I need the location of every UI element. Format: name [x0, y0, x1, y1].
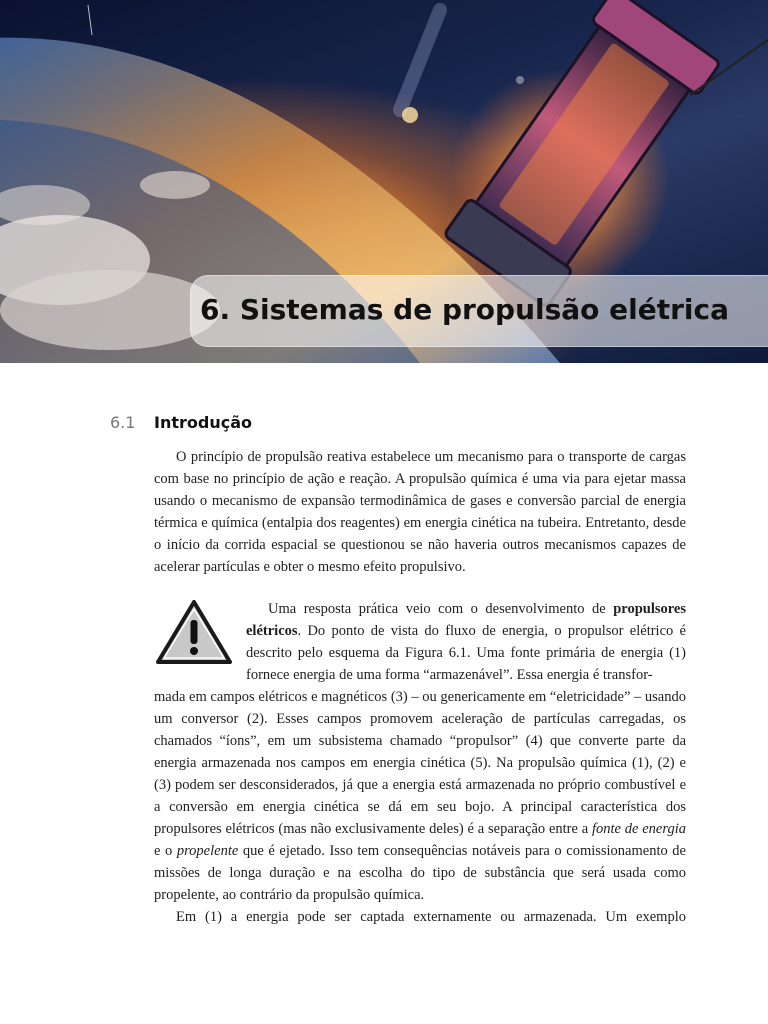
paragraph-electric-propulsion-continued	[154, 686, 686, 906]
section-number: 6.1	[110, 413, 136, 432]
p2-after-bold-text: . Do ponto de vista do fluxo de energia, o propulsor elétrico é descrito pelo esquema da Figura 6.1. Uma fonte primária de energia (1) fornece energia de uma forma “armazenável”. Essa energia é transfor-	[246, 623, 686, 683]
paragraph-energy-source: Em (1) a energia pode ser captada externamente ou armazenada. Um exemplo	[176, 909, 686, 925]
section-heading	[110, 412, 252, 434]
p2-mid-text: e o	[154, 843, 177, 859]
section-title: Introdução	[154, 413, 252, 432]
warning-triangle-icon	[154, 598, 234, 666]
p2-end-text: que é ejetado. Isso tem consequências notáveis para o comissionamento de missões de longa duração e na escolha do tipo de substância que será usada como propelente, ao contrário da propulsão química.	[154, 843, 686, 903]
chapter-banner	[0, 0, 768, 363]
p2-italic-energy-source: fonte de energia	[591, 821, 687, 837]
paragraph-intro: O princípio de propulsão reativa estabelece um mecanismo para o transporte de cargas com base no princípio de ação e reação. A propulsão química é uma via para ejetar massa usando o mecanismo de expansão termodinâmica de gases e conversão parcial de energia térmica e química (entalpia dos reagentes) em energia cinética na tubeira. Entretanto, desde o início da corrida espacial se questionou se não haveria outros mecanismos capazes de acelerar partículas e obter o mesmo efeito propulsivo.	[154, 449, 686, 575]
p2-intro-text: Uma resposta prática veio com o desenvolvimento de	[268, 601, 614, 617]
p2-bold-term: propulsores elétricos	[246, 601, 686, 639]
paragraph-electric-propulsion	[246, 598, 686, 686]
chapter-title: 6. Sistemas de propulsão elétrica	[200, 293, 730, 326]
p2-continued-text: mada em campos elétricos e magnéticos (3) – ou genericamente em “eletricidade” – usando um conversor (2). Esses campos promovem aceleração de partículas carregadas, os chamados “íons”, em um subsistema chamado “propulsor” (4) que converte parte da energia armazenada nos campos em energia cinética (5). Na propulsão química (1), (2) e (3) podem ser desconsiderados, já que a energia está armazenada no próprio combustível e a conversão em energia cinética se dá em seu bojo. A principal característica dos propulsores elétricos (mas não exclusivamente deles) é a separação entre a	[154, 689, 686, 837]
p2-italic-propellant: propelente	[176, 843, 239, 859]
